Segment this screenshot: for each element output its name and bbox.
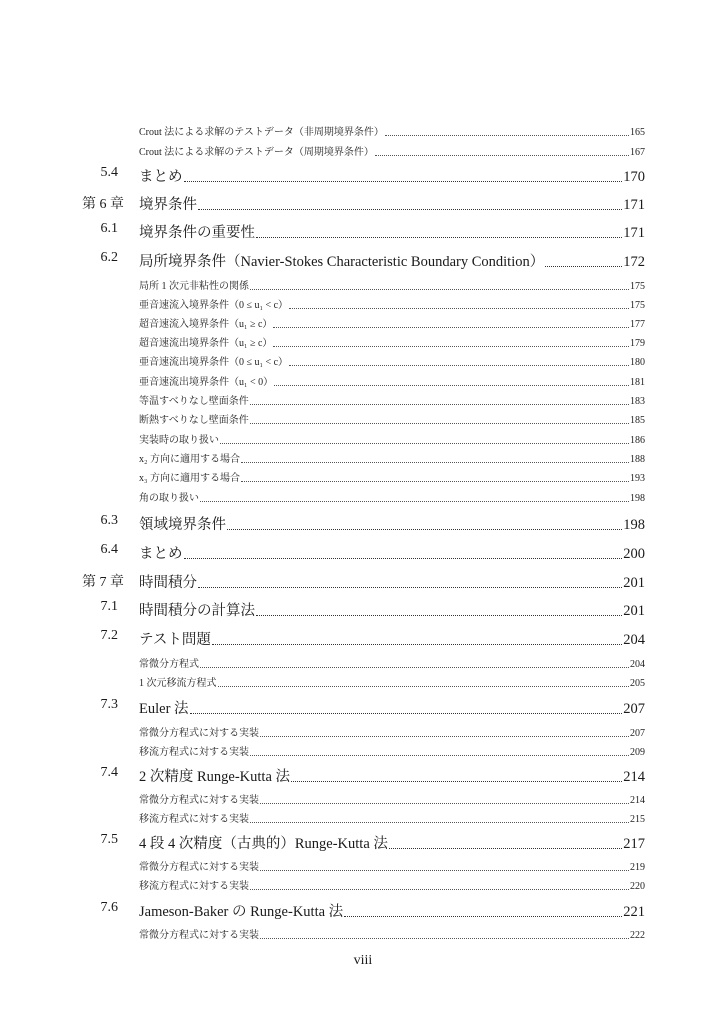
toc-entry[interactable]	[139, 469, 645, 484]
dot-leader	[260, 802, 629, 804]
entry-page-number: 167	[630, 147, 645, 158]
dot-leader	[256, 236, 622, 238]
entry-title: Euler 法	[139, 701, 189, 717]
dot-leader	[260, 869, 629, 871]
toc-entry[interactable]	[139, 165, 645, 186]
entry-title: 局所境界条件（Navier-Stokes Characteristic Boundary Condition）	[139, 254, 545, 270]
dot-leader	[289, 364, 629, 366]
entry-page-number: 185	[630, 415, 645, 426]
entry-title: まとめ	[139, 169, 183, 185]
toc-entry[interactable]	[139, 513, 645, 534]
entry-page-number: 201	[623, 575, 645, 591]
toc-entry[interactable]	[139, 353, 645, 368]
entry-page-number: 175	[630, 281, 645, 292]
entry-page-number: 170	[623, 169, 645, 185]
section-number: 5.4	[100, 165, 118, 180]
section-number: 6.4	[100, 542, 118, 557]
entry-title: 常微分方程式に対する実装	[139, 728, 259, 739]
entry-page-number: 180	[630, 357, 645, 368]
entry-page-number: 177	[630, 319, 645, 330]
dot-leader	[256, 614, 622, 616]
toc-entry[interactable]	[139, 599, 645, 620]
entry-title: 移流方程式に対する実装	[139, 747, 249, 758]
entry-page-number: 186	[630, 435, 645, 446]
toc-entry[interactable]	[139, 334, 645, 349]
dot-leader	[291, 780, 622, 782]
dot-leader	[190, 712, 623, 714]
entry-page-number: 219	[630, 862, 645, 873]
toc-entry[interactable]	[139, 221, 645, 242]
dot-leader	[274, 384, 629, 386]
toc-entry[interactable]	[139, 571, 645, 592]
dot-leader	[389, 847, 622, 849]
entry-title: 2 次精度 Runge-Kutta 法	[139, 769, 291, 785]
dot-leader	[212, 643, 622, 645]
dot-leader	[250, 422, 629, 424]
section-number: 7.5	[100, 832, 118, 847]
entry-title: 移流方程式に対する実装	[139, 814, 249, 825]
entry-title: x₂ 方向に適用する場合	[139, 454, 240, 465]
entry-title: Crout 法による求解のテストデータ（非周期境界条件）	[139, 127, 384, 138]
entry-title: 亜音速流入境界条件（0 ≤ u₁ < c）	[139, 300, 289, 311]
section-number: 7.4	[100, 765, 118, 780]
toc-entry[interactable]	[139, 724, 645, 739]
entry-page-number: 171	[623, 225, 645, 241]
entry-page-number: 200	[623, 546, 645, 562]
entry-page-number: 175	[630, 300, 645, 311]
toc-entry[interactable]	[139, 373, 645, 388]
section-number: 6.1	[100, 221, 118, 236]
toc-entry[interactable]	[139, 431, 645, 446]
toc-entry[interactable]	[139, 900, 645, 921]
chapter-number: 第 6 章	[82, 197, 124, 212]
entry-title: 境界条件	[139, 197, 197, 213]
section-number: 6.2	[100, 250, 118, 265]
entry-page-number: 193	[630, 473, 645, 484]
dot-leader	[273, 326, 629, 328]
dot-leader	[273, 345, 629, 347]
toc-entry[interactable]	[139, 250, 645, 271]
entry-title: 時間積分の計算法	[139, 603, 255, 619]
entry-title: 超音速流入境界条件（u₁ ≥ c）	[139, 319, 273, 330]
entry-page-number: 172	[623, 254, 645, 270]
entry-title: 1 次元移流方程式	[139, 678, 217, 689]
entry-title: 境界条件の重要性	[139, 225, 255, 241]
dot-leader	[250, 403, 629, 405]
toc-entry[interactable]	[139, 810, 645, 825]
entry-title: 常微分方程式に対する実装	[139, 795, 259, 806]
entry-title: 亜音速流出境界条件（u₁ < 0）	[139, 377, 274, 388]
toc-entry[interactable]	[139, 296, 645, 311]
dot-leader	[344, 915, 622, 917]
chapter-number: 第 7 章	[82, 575, 124, 590]
dot-leader	[375, 154, 629, 156]
toc-entry[interactable]	[139, 926, 645, 941]
dot-leader	[241, 480, 629, 482]
section-number: 7.2	[100, 628, 118, 643]
entry-title: 等温すべりなし壁面条件	[139, 396, 249, 407]
toc-entry[interactable]	[139, 411, 645, 426]
entry-title: 4 段 4 次精度（古典的）Runge-Kutta 法	[139, 836, 388, 852]
toc-entry[interactable]	[139, 193, 645, 214]
toc-entry[interactable]	[139, 765, 645, 786]
entry-page-number: 204	[630, 659, 645, 670]
toc-entry[interactable]	[139, 858, 645, 873]
entry-page-number: 165	[630, 127, 645, 138]
dot-leader	[200, 500, 629, 502]
entry-title: まとめ	[139, 546, 183, 562]
dot-leader	[250, 288, 629, 290]
entry-page-number: 220	[630, 881, 645, 892]
dot-leader	[198, 586, 622, 588]
dot-leader	[220, 442, 629, 444]
entry-page-number: 198	[623, 517, 645, 533]
entry-page-number: 188	[630, 454, 645, 465]
entry-page-number: 215	[630, 814, 645, 825]
page-number: viii	[353, 953, 373, 968]
entry-page-number: 183	[630, 396, 645, 407]
dot-leader	[241, 461, 629, 463]
toc-entry[interactable]	[139, 743, 645, 758]
entry-page-number: 204	[623, 632, 645, 648]
entry-title: 超音速流出境界条件（u₁ ≥ c）	[139, 338, 273, 349]
toc-entry[interactable]	[139, 123, 645, 138]
toc-entry[interactable]	[139, 143, 645, 158]
toc-entry[interactable]	[139, 489, 645, 504]
dot-leader	[260, 735, 629, 737]
toc-entry[interactable]	[139, 832, 645, 853]
entry-page-number: 209	[630, 747, 645, 758]
dot-leader	[289, 307, 629, 309]
toc-entry[interactable]	[139, 392, 645, 407]
entry-page-number: 214	[630, 795, 645, 806]
entry-page-number: 181	[630, 377, 645, 388]
entry-title: 領域境界条件	[139, 517, 226, 533]
entry-page-number: 214	[623, 769, 645, 785]
dot-leader	[184, 180, 623, 182]
dot-leader	[198, 208, 622, 210]
toc-entry[interactable]	[139, 315, 645, 330]
entry-title: 常微分方程式に対する実装	[139, 862, 259, 873]
entry-page-number: 205	[630, 678, 645, 689]
entry-page-number: 171	[623, 197, 645, 213]
entry-page-number: 179	[630, 338, 645, 349]
toc-entry[interactable]	[139, 674, 645, 689]
dot-leader	[545, 265, 622, 267]
section-number: 7.6	[100, 900, 118, 915]
toc-entry[interactable]	[139, 655, 645, 670]
entry-page-number: 222	[630, 930, 645, 941]
entry-title: 局所 1 次元非粘性の関係	[139, 281, 249, 292]
dot-leader	[250, 888, 629, 890]
entry-page-number: 217	[623, 836, 645, 852]
entry-title: 亜音速流出境界条件（0 ≤ u₁ < c）	[139, 357, 289, 368]
entry-page-number: 198	[630, 493, 645, 504]
entry-title: 断熱すべりなし壁面条件	[139, 415, 249, 426]
entry-title: 常微分方程式	[139, 659, 199, 670]
entry-title: 移流方程式に対する実装	[139, 881, 249, 892]
entry-title: 時間積分	[139, 575, 197, 591]
toc-entry[interactable]	[139, 697, 645, 718]
entry-title: Crout 法による求解のテストデータ（周期境界条件）	[139, 147, 374, 158]
dot-leader	[184, 557, 623, 559]
section-number: 6.3	[100, 513, 118, 528]
entry-title: Jameson-Baker の Runge-Kutta 法	[139, 904, 344, 920]
section-number: 7.1	[100, 599, 118, 614]
section-number: 7.3	[100, 697, 118, 712]
entry-page-number: 221	[623, 904, 645, 920]
dot-leader	[250, 754, 629, 756]
dot-leader	[200, 666, 629, 668]
dot-leader	[260, 937, 629, 939]
toc-entry[interactable]	[139, 628, 645, 649]
dot-leader	[218, 685, 630, 687]
toc-entry[interactable]	[139, 277, 645, 292]
toc-entry[interactable]	[139, 542, 645, 563]
entry-page-number: 201	[623, 603, 645, 619]
toc-entry[interactable]	[139, 450, 645, 465]
entry-title: x₃ 方向に適用する場合	[139, 473, 240, 484]
dot-leader	[250, 821, 629, 823]
entry-page-number: 207	[630, 728, 645, 739]
dot-leader	[227, 528, 622, 530]
entry-title: 常微分方程式に対する実装	[139, 930, 259, 941]
entry-title: 実装時の取り扱い	[139, 435, 219, 446]
toc-entry[interactable]	[139, 791, 645, 806]
dot-leader	[385, 134, 629, 136]
toc-entry[interactable]	[139, 877, 645, 892]
entry-page-number: 207	[623, 701, 645, 717]
entry-title: 角の取り扱い	[139, 493, 199, 504]
entry-title: テスト問題	[139, 632, 211, 648]
